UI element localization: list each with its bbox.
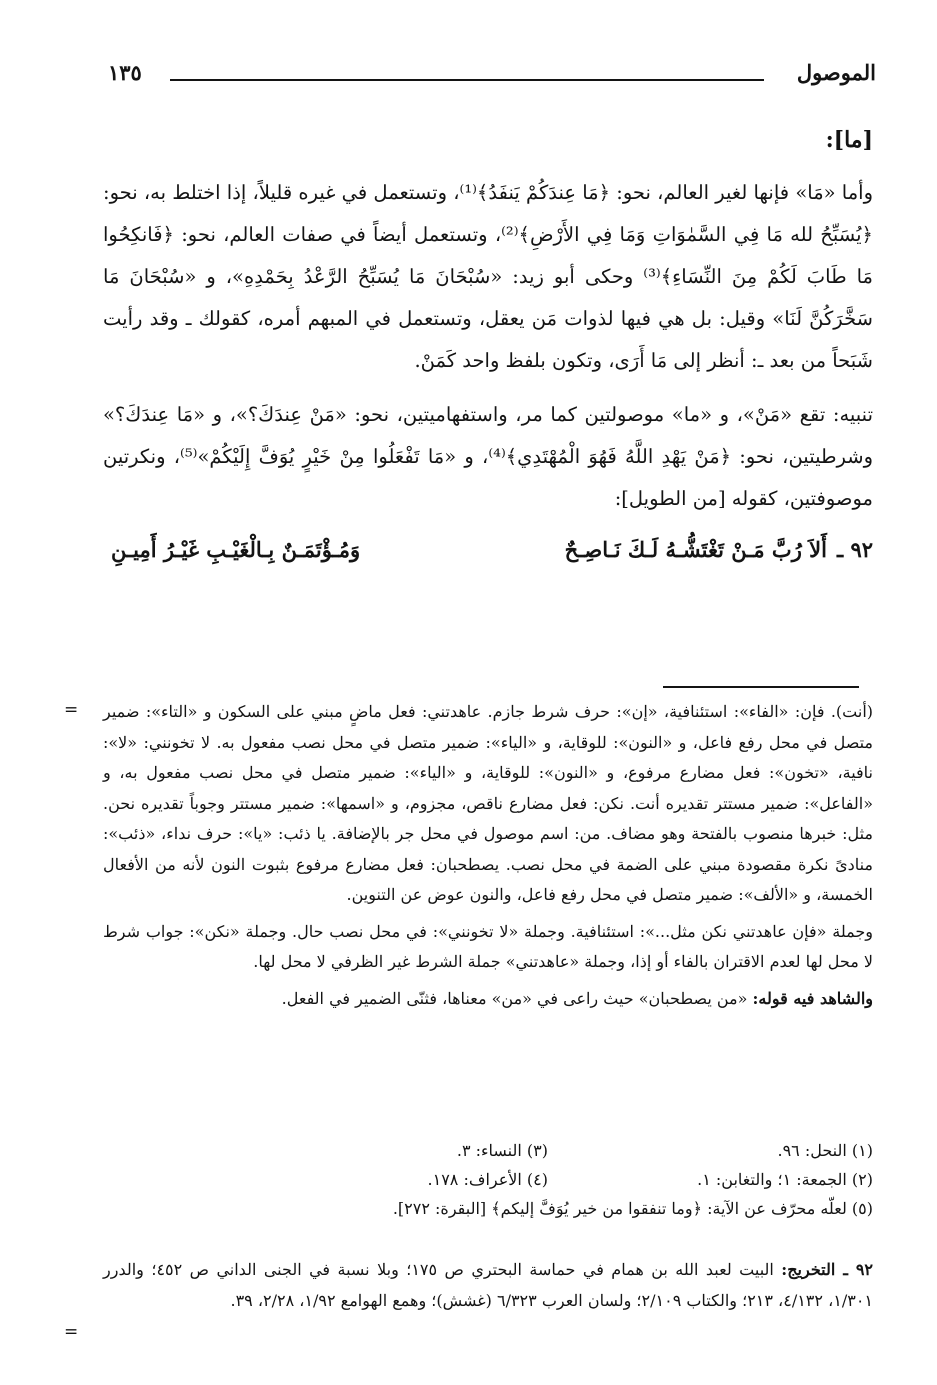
body-paragraph: وأما «مَا» فإنها لغير العالم، نحو: ﴿مَا عِندَكُمْ يَنفَدُ﴾⁽¹⁾، وتستعمل في غيره قليلاً، إذا اختلط به، نحو: ﴿يُسَبِّحُ لله مَا فِي السَّمٰوَاتِ وَمَا فِي الأَرْضِ﴾⁽²⁾، وتستعمل أيضاً في صفات العالم، نحو: ﴿فَانكِحُوا مَا طَابَ لَكُمْ مِنَ النِّسَاءِ﴾⁽³⁾ وحكى أبو زيد: «سُبْحَانَ مَا يُسَبِّحُ الرَّعْدُ بِحَمْدِهِ»، و «سُبْحَانَ مَا سَخَّرَكُنَّ لَنَا» وقيل: بل هي فيها لذوات مَن يعقل، وتستعمل في المبهم أمره، كقولك ـ وقد رأيت شَبَحاً من بعد ـ: أنظر إلى مَا أَرَى، وتكون بلفظ واحد كَمَنْ. — [103, 181, 874, 372]
witness-text: «من يصطحبان» حيث راعى في «من» معناها، فثنّى الضمير في الفعل. — [281, 988, 748, 1008]
running-title: الموصول — [796, 60, 876, 85]
footnote-area — [103, 697, 873, 1014]
takhrij-paragraph — [103, 1254, 873, 1316]
references — [103, 1136, 873, 1223]
reference-item: (٢) الجمعة: ١؛ والتغابن: ١. — [697, 1170, 873, 1189]
footnote-separator — [663, 686, 859, 688]
reference-item: (٤) الأعراف: ١٧٨. — [427, 1170, 548, 1189]
reference-note-5: (٥) لعلّه محرّف عن الآية: ﴿وما تنفقوا من خير يُوَفَّ إليكم﴾ [البقرة: ٢٧٢]. — [392, 1199, 873, 1218]
sentence-analysis: وجملة «فإن عاهدتني نكن مثل...»: استئنافية. وجملة «لا تخونني»: في محل نصب حال. وجملة «نكن»: جواب شرط لا محل لها لعدم الاقتران بالفاء أو إذا، وجملة «عاهدتني» جملة الشرط غير الظرفي لا محل لها. — [103, 921, 873, 971]
takhrij-text: البيت لعبد الله بن همام في حماسة البحتري ص ١٧٥؛ وبلا نسبة في الجنى الداني ص ٤٥٢؛ والدرر ١/٣٠١، ٤/١٣٢، ٢١٣؛ والكتاب ٢/١٠٩؛ ولسان العرب ٦/٣٢٣ (غشش)؛ وهمع الهوامع ١/٩٢، ٢/٢٨، ٣٩. — [103, 1260, 873, 1310]
continuation-mark-top: = — [64, 700, 79, 720]
section-title: [ما]: — [825, 127, 873, 153]
verse-second-hemistich: وَمُـؤْتَمَـنٌ بِـالْغَيْـبِ غَيْـرُ أَمِيـنِ — [111, 537, 361, 562]
reference-item: (١) النحل: ٩٦. — [777, 1141, 873, 1160]
takhrij-label: ٩٢ ـ التخريج: — [781, 1260, 874, 1279]
reference-row — [103, 1165, 873, 1194]
header-rule — [170, 79, 764, 81]
witness-line — [103, 984, 873, 1015]
poem-verse — [103, 524, 873, 576]
page-header — [108, 58, 876, 94]
main-text — [103, 124, 873, 576]
verse-number: ٩٢ ـ — [836, 537, 873, 562]
witness-lead: والشاهد فيه قوله: — [752, 988, 873, 1008]
reference-item: (٣) النساء: ٣. — [456, 1141, 548, 1160]
grammar-analysis: (أنت). فإن: «الفاء»: استئنافية، «إن»: حرف شرط جازم. عاهدتني: فعل ماضٍ مبني على السكون و «التاء»: ضمير متصل في محل رفع فاعل، و «النون»: للوقاية، و «الياء»: ضمير متصل في محل نصب مفعول به. لا تخونني: «لا»: نافية، «تخون»: فعل مضارع مرفوع، و «النون»: للوقاية، و «الياء»: ضمير متصل في محل نصب مفعول به، و «الفاعل»: ضمير مستتر تقديره أنت. نكن: فعل مضارع ناقص، مجزوم، و «اسمها»: ضمير مستتر وجوباً تقديره نحن. مثل: خبرها منصوب بالفتحة وهو مضاف. من: اسم موصول في محل جر بالإضافة. يا ذئب: «يا»: حرف نداء، «ذئب»: منادىً نكرة مقصودة مبني على الضمة في محل نصب. يصطحبان: فعل مضارع مرفوع بثبوت النون لأنه من الأفعال الخمسة، و «الألف»: ضمير متصل في محل رفع فاعل، والنون عوض عن التنوين. — [103, 702, 874, 904]
page-number: ١٣٥ — [108, 60, 142, 85]
verse-first-hemistich: أَلاَ رُبَّ مَـنْ تَغْتَشُّـهُ لَـكَ نَـاصِـحٌ — [564, 537, 827, 562]
reference-row — [103, 1136, 873, 1165]
note-paragraph: تنبيه: تقع «مَنْ»، و «ما» موصولتين كما مر، واستفهاميتين، نحو: «مَنْ عِندَكَ؟»، و «مَا عِندَكَ؟» وشرطيتين، نحو: ﴿مَنْ يَهْدِ اللَّهُ فَهُوَ الْمُهْتَدِي﴾⁽⁴⁾، و «مَا تَفْعَلُوا مِنْ خَيْرٍ يُوَفَّ إِلَيْكُمْ»⁽⁵⁾، ونكرتين موصوفتين، كقوله [من الطويل]: — [103, 403, 873, 510]
continuation-mark-bottom: = — [64, 1322, 79, 1342]
